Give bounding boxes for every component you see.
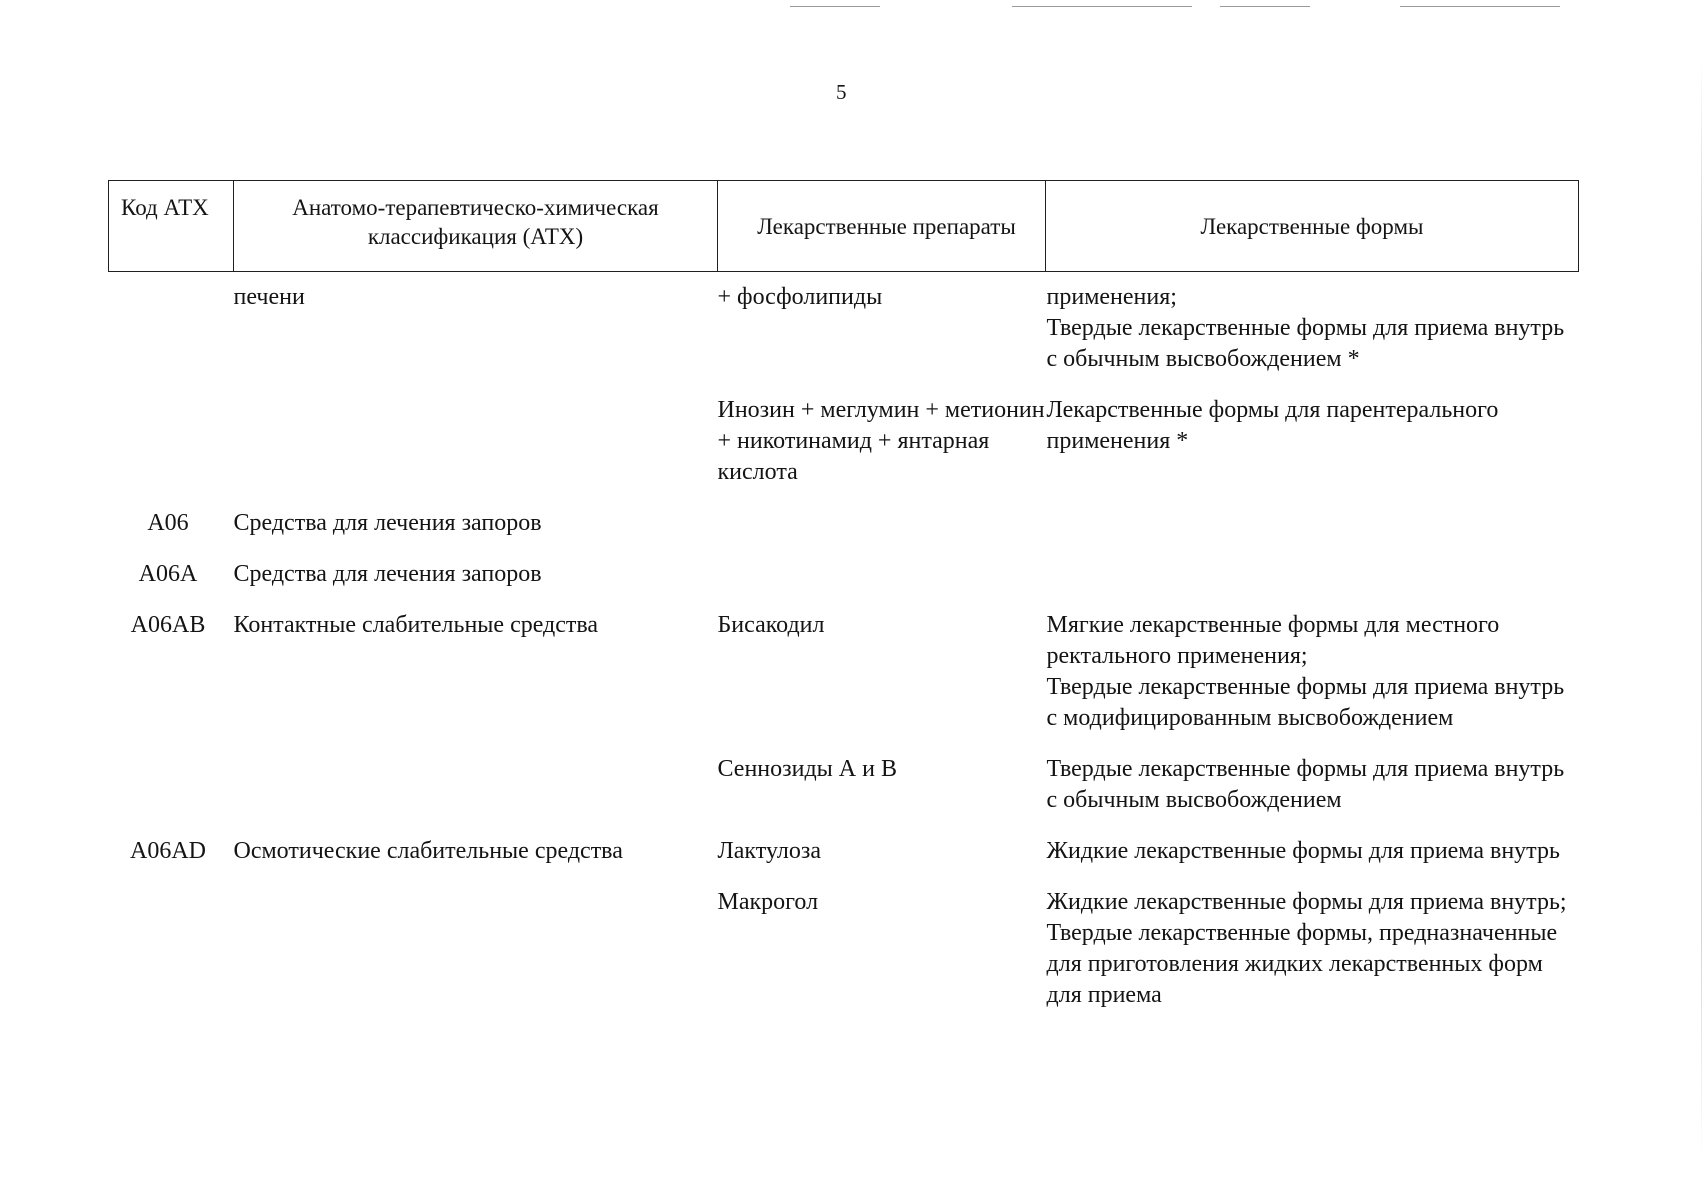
table-row xyxy=(109,836,1579,887)
atc-code xyxy=(109,395,234,508)
atc-code xyxy=(109,887,234,1031)
page-number: 5 xyxy=(836,80,847,104)
table-row xyxy=(109,272,1579,396)
dosage-forms xyxy=(1046,610,1579,754)
dosage-form-line: Твердые лекарственные формы, предназначенные для приготовления жидких лекарственных форм для приема xyxy=(1046,920,1558,1008)
dosage-forms xyxy=(1046,395,1579,508)
atc-code xyxy=(109,754,234,836)
header-drugs: Лекарственные препараты xyxy=(718,181,1046,272)
drug-name xyxy=(718,508,1046,559)
atc-classification: Осмотические слабительные средства xyxy=(233,838,623,864)
table-row xyxy=(109,508,1579,559)
atc-classification xyxy=(234,754,718,836)
drug-name: Инозин + меглумин + метионин + никотинамид + янтарная кислота xyxy=(717,397,1045,485)
drug-name: Сеннозиды А и В xyxy=(717,756,897,782)
drug-name: Макрогол xyxy=(717,889,819,915)
drug-name xyxy=(718,559,1046,610)
dosage-form-line: Мягкие лекарственные формы для местного ректального применения; xyxy=(1046,612,1500,669)
atc-classification: Средства для лечения запоров xyxy=(233,561,542,587)
scan-artifact-line xyxy=(1400,6,1560,7)
dosage-form-line: Жидкие лекарственные формы для приема внутрь xyxy=(1046,838,1560,864)
dosage-form-line: Лекарственные формы для парентерального применения * xyxy=(1046,397,1499,454)
drug-name: Бисакодил xyxy=(717,612,825,638)
atc-classification xyxy=(234,395,718,508)
atc-code: A06AD xyxy=(130,838,206,864)
dosage-forms xyxy=(1046,754,1579,836)
atc-drug-table xyxy=(108,180,1579,1031)
scan-artifact-line xyxy=(1012,6,1192,7)
header-code: Код АТХ xyxy=(109,181,234,272)
drug-name: Лактулоза xyxy=(717,838,821,864)
atc-code: A06AB xyxy=(130,612,206,638)
table-row xyxy=(109,887,1579,1031)
dosage-form-line: применения; xyxy=(1046,284,1177,310)
scan-edge-shadow xyxy=(1701,60,1702,1160)
table-row xyxy=(109,559,1579,610)
atc-classification: печени xyxy=(233,284,305,310)
scan-artifact-line xyxy=(790,6,880,7)
table-header-row xyxy=(109,181,1579,272)
dosage-form-line: Твердые лекарственные формы для приема внутрь с обычным высвобождением * xyxy=(1046,315,1565,372)
dosage-form-line: Твердые лекарственные формы для приема внутрь с обычным высвобождением xyxy=(1046,756,1565,813)
dosage-forms xyxy=(1046,559,1579,610)
dosage-forms xyxy=(1046,272,1579,396)
table-row xyxy=(109,395,1579,508)
atc-code: A06A xyxy=(138,561,198,587)
table-row xyxy=(109,610,1579,754)
dosage-forms xyxy=(1046,887,1579,1031)
header-forms: Лекарственные формы xyxy=(1046,181,1579,272)
atc-classification: Контактные слабительные средства xyxy=(233,612,599,638)
header-classification: Анатомо-терапевтическо-химическая классификация (АТХ) xyxy=(234,181,718,272)
dosage-forms xyxy=(1046,508,1579,559)
atc-code xyxy=(109,272,234,396)
dosage-forms xyxy=(1046,836,1579,887)
dosage-form-line: Жидкие лекарственные формы для приема внутрь; xyxy=(1046,889,1567,915)
atc-classification xyxy=(234,887,718,1031)
table-row xyxy=(109,754,1579,836)
drug-name: + фосфолипиды xyxy=(717,284,883,310)
atc-classification: Средства для лечения запоров xyxy=(233,510,542,536)
scan-artifact-line xyxy=(1220,6,1310,7)
dosage-form-line: Твердые лекарственные формы для приема внутрь с модифицированным высвобождением xyxy=(1046,674,1565,731)
atc-code: A06 xyxy=(147,510,189,536)
